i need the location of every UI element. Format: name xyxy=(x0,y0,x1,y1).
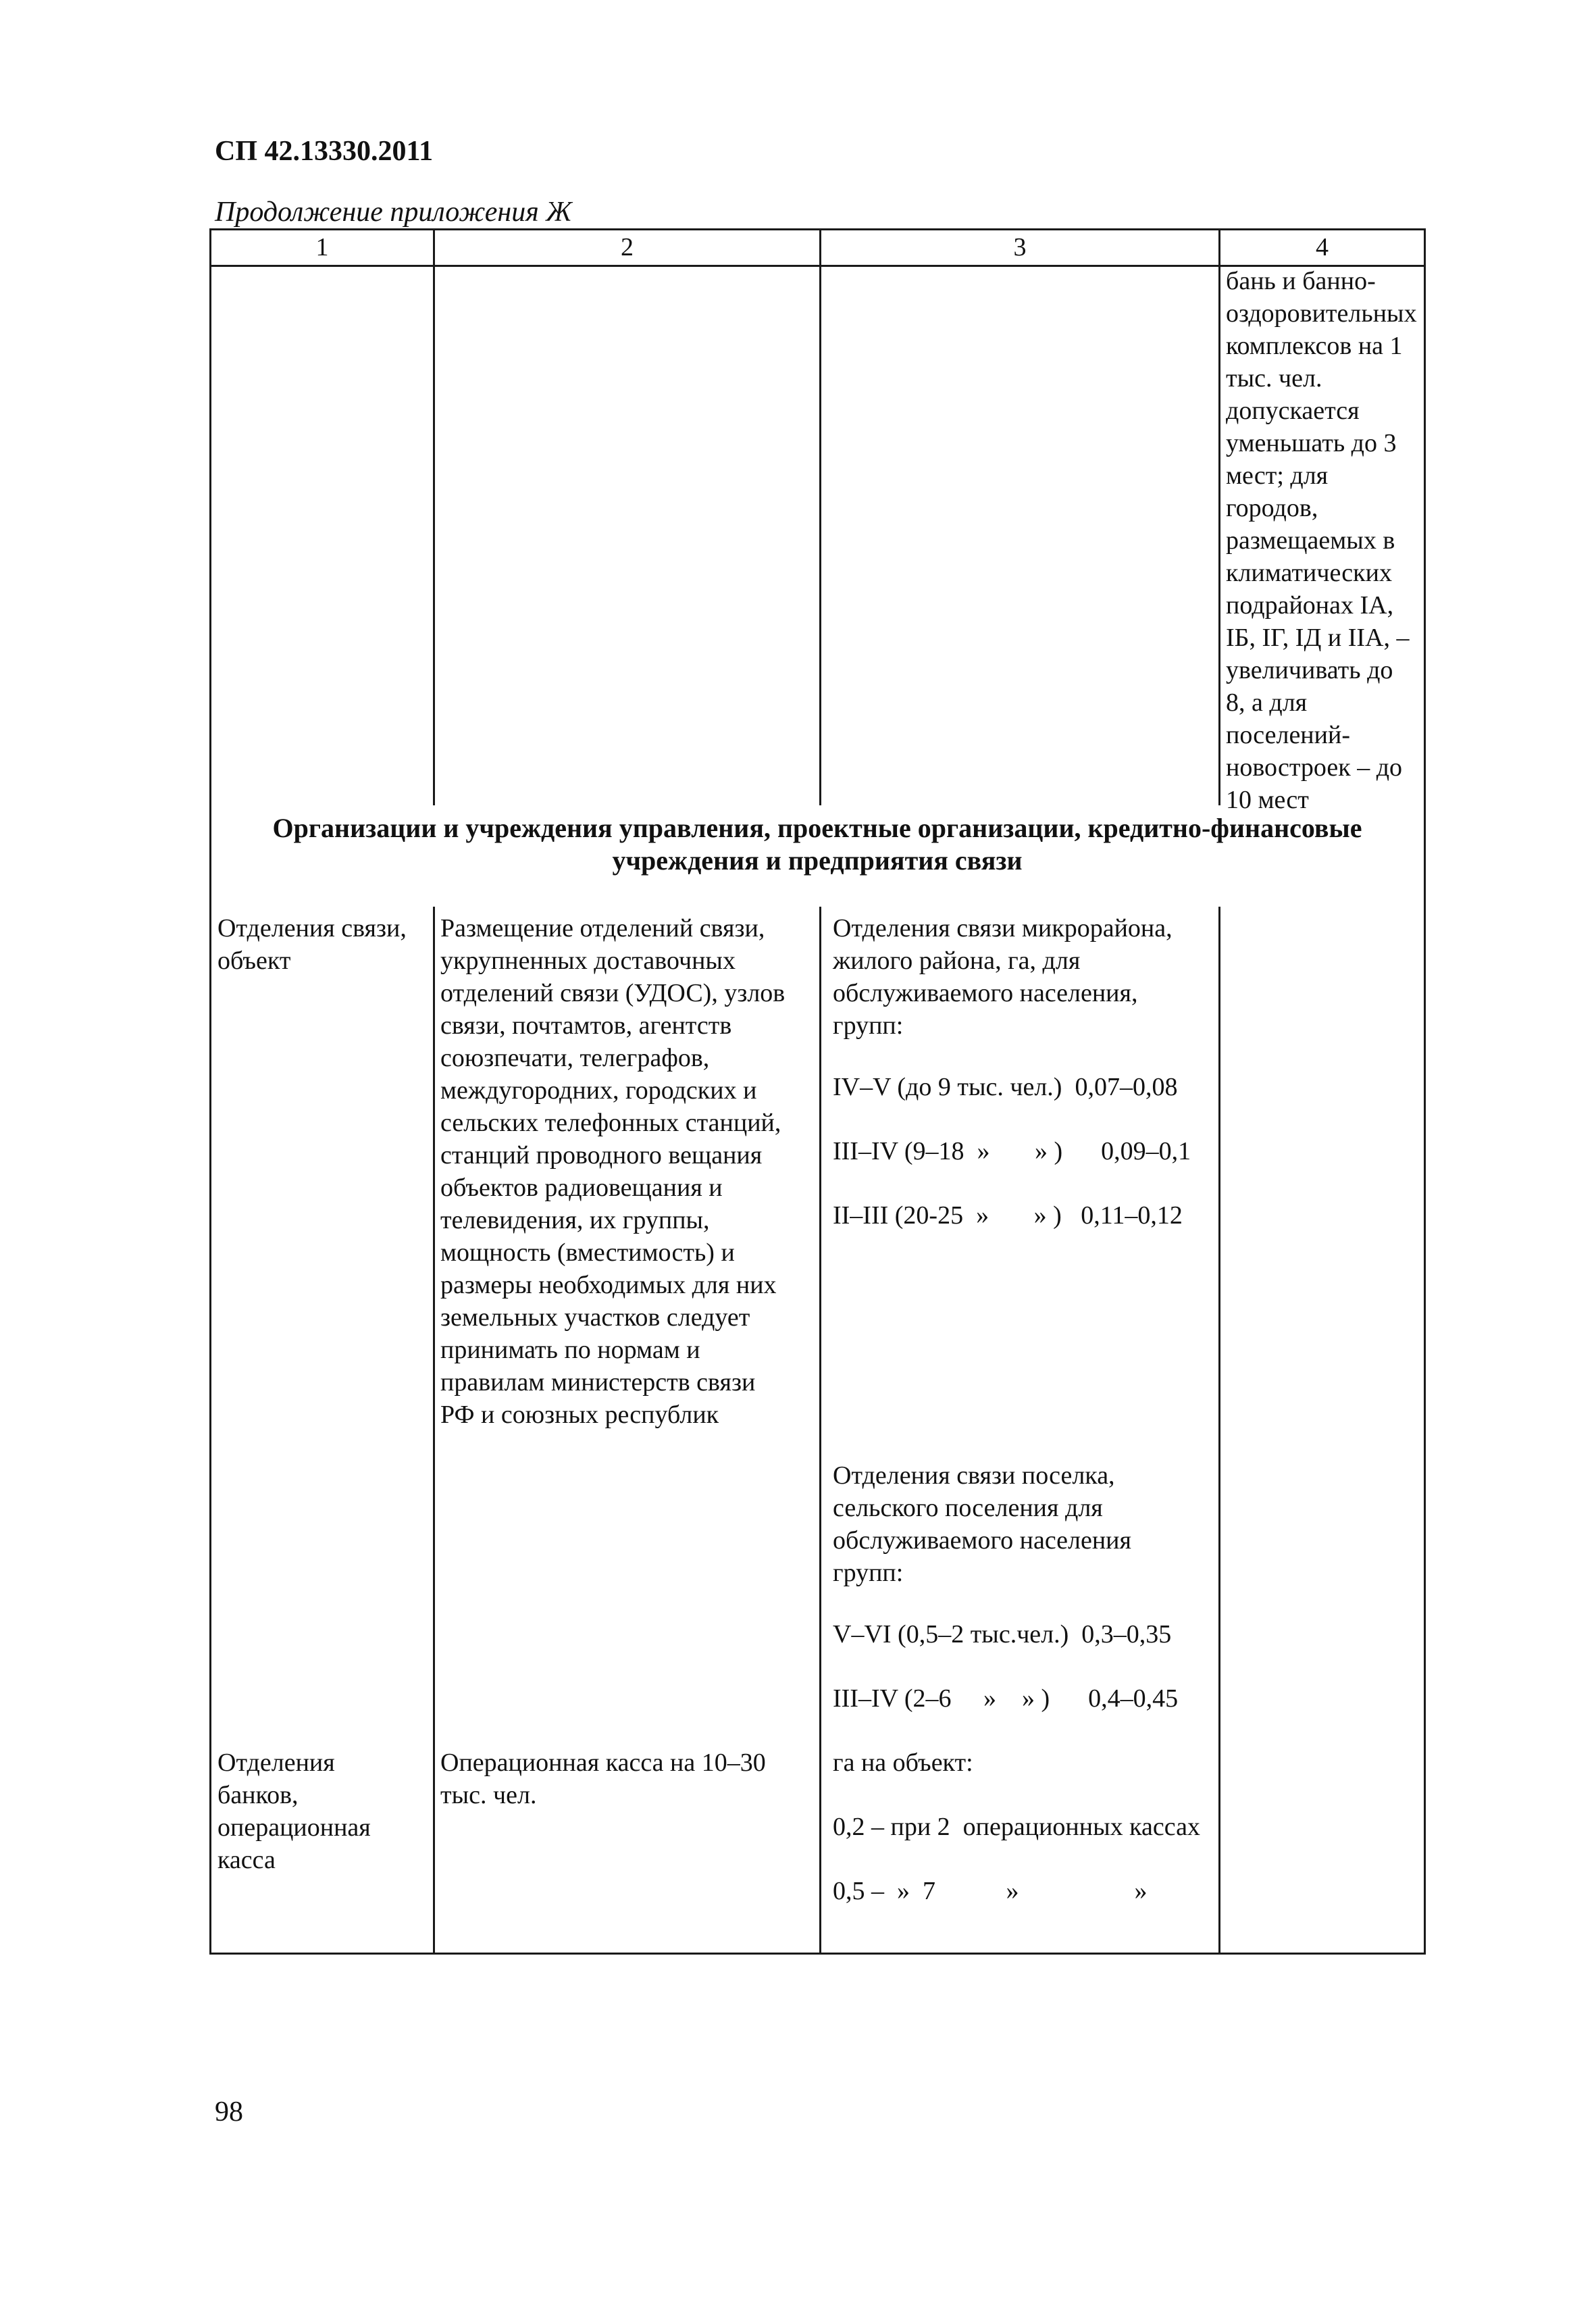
row1-col3-group: III–IV (2–6 » » ) 0,4–0,45 xyxy=(833,1684,1179,1713)
row2-col2: Операционная касса на 10–30 тыс. чел. xyxy=(440,1749,766,1809)
page-number: 98 xyxy=(215,2096,243,2128)
row1-col1: Отделения связи, объект xyxy=(217,914,407,975)
row2-col3-line: 0,5 – » 7 » » xyxy=(833,1877,1148,1905)
col-divider-3-top xyxy=(1218,228,1220,805)
table-bottom-border xyxy=(209,1953,1425,1955)
section-title: Организации и учреждения управления, проектные организации, кредитно-финансовые учреждения и предприятия связи xyxy=(272,813,1362,876)
col-divider-1 xyxy=(433,907,435,1955)
row1-col3-group: V–VI (0,5–2 тыс.чел.) 0,3–0,35 xyxy=(833,1620,1172,1649)
row1-col2: Размещение отделений связи, укрупненных доставочных отделений связи (УДОС), узлов связи, почтамтов, агентств союзпечати, телеграфов, междугородних, городских и сельских телефонных станций, станций проводного вещания объектов радиовещания и телевидения, их группы, мощность (вместимость) и размеры необходимых для них земельных участков следует принимать по нормам и правилам министерств связи РФ и союзных республик xyxy=(440,914,786,1429)
continuation-label: Продолжение приложения Ж xyxy=(215,197,572,228)
row1-col3-group: IV–V (до 9 тыс. чел.) 0,07–0,08 xyxy=(833,1073,1178,1101)
table-left-border xyxy=(209,228,211,1955)
continued-cell-col4: бань и банно- оздоровительных комплексов на 1 тыс. чел. допускается уменьшать до 3 мест; для городов, размещаемых в климатических подрайонах IA, IБ, IГ, IД и IIA, – увеличивать до 8, а для поселений- новостроек – до 10 мест xyxy=(1226,267,1417,814)
table-top-border xyxy=(209,228,1425,230)
col-divider-2-top xyxy=(819,228,821,805)
row1-col3-intro-b: Отделения связи поселка, сельского поселения для обслуживаемого населения групп: xyxy=(833,1461,1131,1587)
row1-col3-intro-a: Отделения связи микрорайона, жилого района, га, для обслуживаемого населения, групп: xyxy=(833,914,1173,1040)
col-divider-1-top xyxy=(433,228,435,805)
column-header-3: 3 xyxy=(1013,233,1027,261)
row1-col3-group: III–IV (9–18 » » ) 0,09–0,1 xyxy=(833,1137,1191,1165)
table-right-border xyxy=(1424,228,1426,1955)
col-divider-3 xyxy=(1218,907,1220,1955)
col-divider-2 xyxy=(819,907,821,1955)
row2-col3-line: га на объект: xyxy=(833,1749,973,1777)
row2-col3-line: 0,2 – при 2 операционных кассах xyxy=(833,1813,1200,1841)
column-header-4: 4 xyxy=(1316,233,1329,261)
column-header-1: 1 xyxy=(315,233,329,261)
row1-col3-group: II–III (20-25 » » ) 0,11–0,12 xyxy=(833,1201,1183,1230)
document-code: СП 42.13330.2011 xyxy=(215,136,434,167)
row2-col1: Отделения банков, операционная касса xyxy=(217,1749,371,1874)
column-header-2: 2 xyxy=(621,233,634,261)
